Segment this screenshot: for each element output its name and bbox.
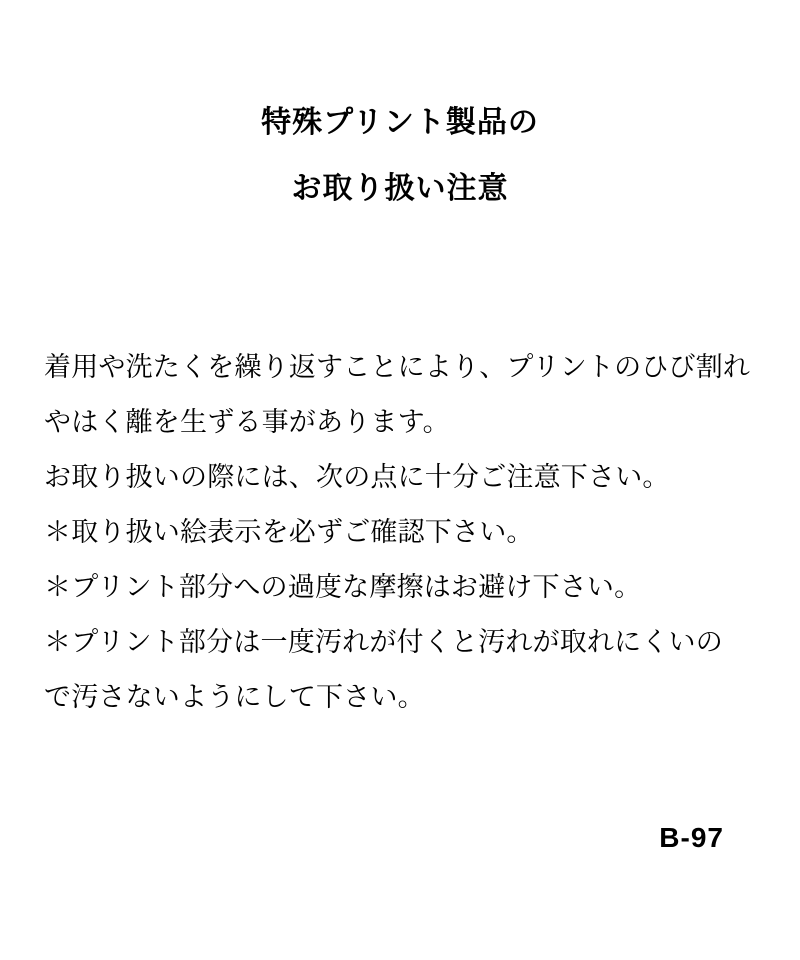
document-title [0, 108, 800, 204]
body-line-5: ＊プリント部分への過度な摩擦はお避け下さい。 [44, 572, 642, 602]
body-line-2: やはく離を生ずる事があります。 [44, 407, 450, 437]
document-body [44, 340, 760, 725]
document-code [0, 822, 800, 854]
body-line-3: お取り扱いの際には、次の点に十分ご注意下さい。 [44, 462, 670, 492]
body-line-1: 着用や洗たくを繰り返すことにより、プリントのひび割れ [44, 352, 751, 382]
title-line-1: 特殊プリント製品の [261, 106, 539, 139]
body-line-7: で汚さないようにして下さい。 [44, 682, 425, 712]
body-line-4: ＊取り扱い絵表示を必ずご確認下さい。 [44, 517, 534, 547]
title-line-2: お取り扱い注意 [291, 172, 509, 205]
body-line-6: ＊プリント部分は一度汚れが付くと汚れが取れにくいの [44, 627, 723, 657]
code-text: B-97 [659, 822, 724, 853]
